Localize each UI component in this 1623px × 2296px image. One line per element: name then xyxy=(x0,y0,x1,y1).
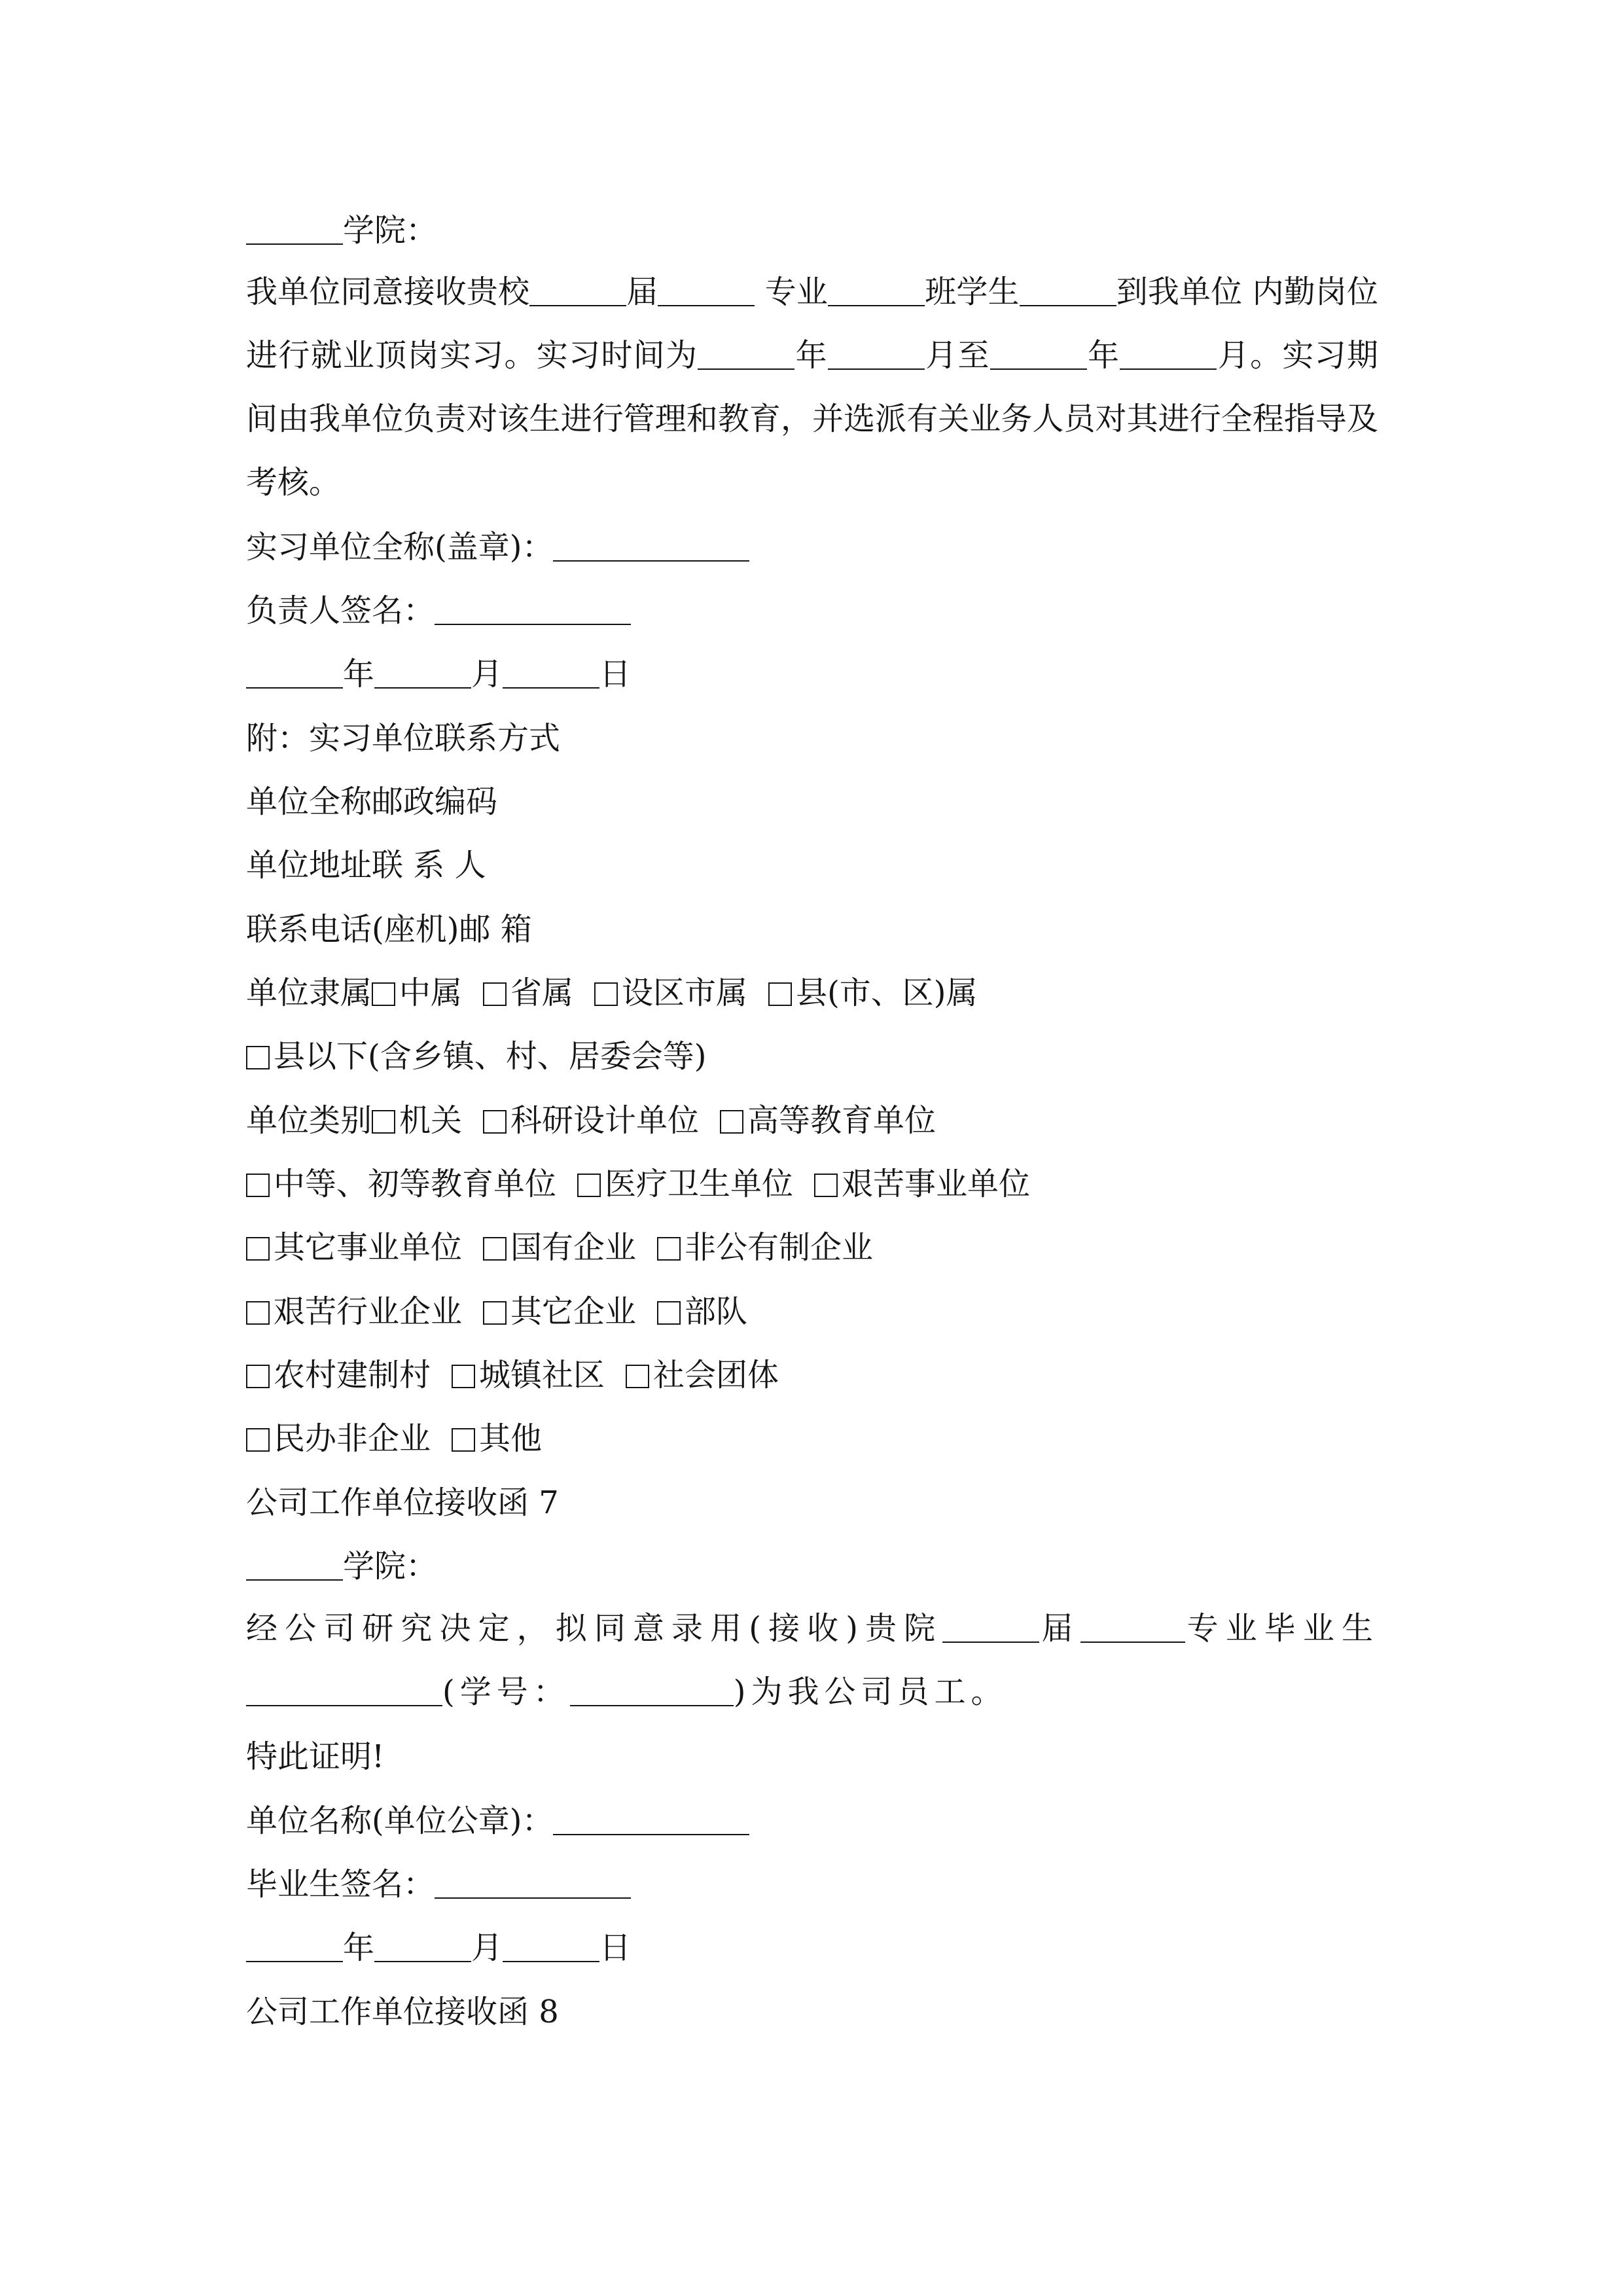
checkbox-icon xyxy=(594,982,618,1006)
graduate-signer-line: 毕业生签名： xyxy=(246,1865,631,1904)
checkbox-icon xyxy=(246,1365,270,1388)
checkbox-icon xyxy=(372,982,395,1006)
affiliation-row-1: 单位隶属 中属 省属 设区市属 县(市、区)属 xyxy=(246,975,978,1011)
contact-row-3: 联系电话(座机)邮 箱 xyxy=(246,911,532,948)
category-row-4: 艰苦行业企业 其它企业 部队 xyxy=(246,1292,768,1331)
checkbox-icon xyxy=(246,1046,270,1069)
certify-line: 特此证明! xyxy=(246,1738,385,1775)
letter-7-paragraph: 经公司研究决定，拟同意录用(接收)贵院 届 专业毕业生(学号： )为我公司员工。 xyxy=(246,1610,1378,1710)
checkbox-icon xyxy=(246,1428,270,1452)
checkbox-icon xyxy=(452,1365,475,1388)
checkbox-icon xyxy=(814,1174,838,1197)
signer-blank xyxy=(435,1869,631,1899)
category-row-2: 中等、初等教育单位 医疗卫生单位 艰苦事业单位 xyxy=(246,1164,1051,1204)
checkbox-icon xyxy=(483,1110,507,1134)
affiliation-row-2: 县以下(含乡镇、村、居委会等) xyxy=(246,1037,727,1076)
category-row-5: 农村建制村 城镇社区 社会团体 xyxy=(246,1355,800,1395)
checkbox-icon xyxy=(372,1110,395,1134)
checkbox-icon xyxy=(626,1365,649,1388)
checkbox-icon xyxy=(483,1301,507,1325)
letter-7-title: 公司工作单位接收函 7 xyxy=(246,1484,559,1521)
category-row-6: 民办非企业 其他 xyxy=(246,1419,563,1458)
unit-name-line: 实习单位全称(盖章)： xyxy=(246,528,749,567)
signer-line: 负责人签名： xyxy=(246,591,631,630)
category-row-1: 单位类别 机关 科研设计单位 高等教育单位 xyxy=(246,1102,936,1139)
signer-blank xyxy=(435,595,631,625)
checkbox-icon xyxy=(483,982,507,1006)
checkbox-icon xyxy=(246,1174,270,1197)
college-blank xyxy=(246,215,343,245)
letter-7-salutation: 学院： xyxy=(246,1547,437,1586)
checkbox-icon xyxy=(657,1237,681,1261)
checkbox-icon xyxy=(657,1301,681,1325)
checkbox-icon xyxy=(246,1237,270,1261)
letter-7-unit-name-line: 单位名称(单位公章)： xyxy=(246,1801,749,1840)
contact-row-1: 单位全称邮政编码 xyxy=(246,783,498,820)
checkbox-icon xyxy=(720,1110,743,1134)
unit-name-blank xyxy=(553,531,749,562)
date-line: 年 月 日 xyxy=(246,655,631,694)
checkbox-icon xyxy=(246,1301,270,1325)
college-blank xyxy=(246,1551,343,1581)
letter-8-title: 公司工作单位接收函 8 xyxy=(246,1994,559,2030)
letter-7-date-line: 年 月 日 xyxy=(246,1928,631,1967)
unit-name-blank xyxy=(553,1805,749,1835)
contact-row-2: 单位地址联 系 人 xyxy=(246,847,486,884)
checkbox-icon xyxy=(483,1237,507,1261)
checkbox-icon xyxy=(452,1428,475,1452)
appendix-title: 附：实习单位联系方式 xyxy=(246,720,561,757)
category-row-3: 其它事业单位 国有企业 非公有制企业 xyxy=(246,1228,894,1267)
checkbox-icon xyxy=(577,1174,601,1197)
acceptance-paragraph: 我单位同意接收贵校 届 专业 班学生 到我单位 内勤岗位进行就业顶岗实习。实习时间为 年 月至 年 月。实习期间由我单位负责对该生进行管理和教育，并选派有关业务人员对其进行全程指导及考核。 xyxy=(246,274,1378,501)
checkbox-icon xyxy=(768,982,792,1006)
salutation-line: 学院： xyxy=(246,211,437,250)
